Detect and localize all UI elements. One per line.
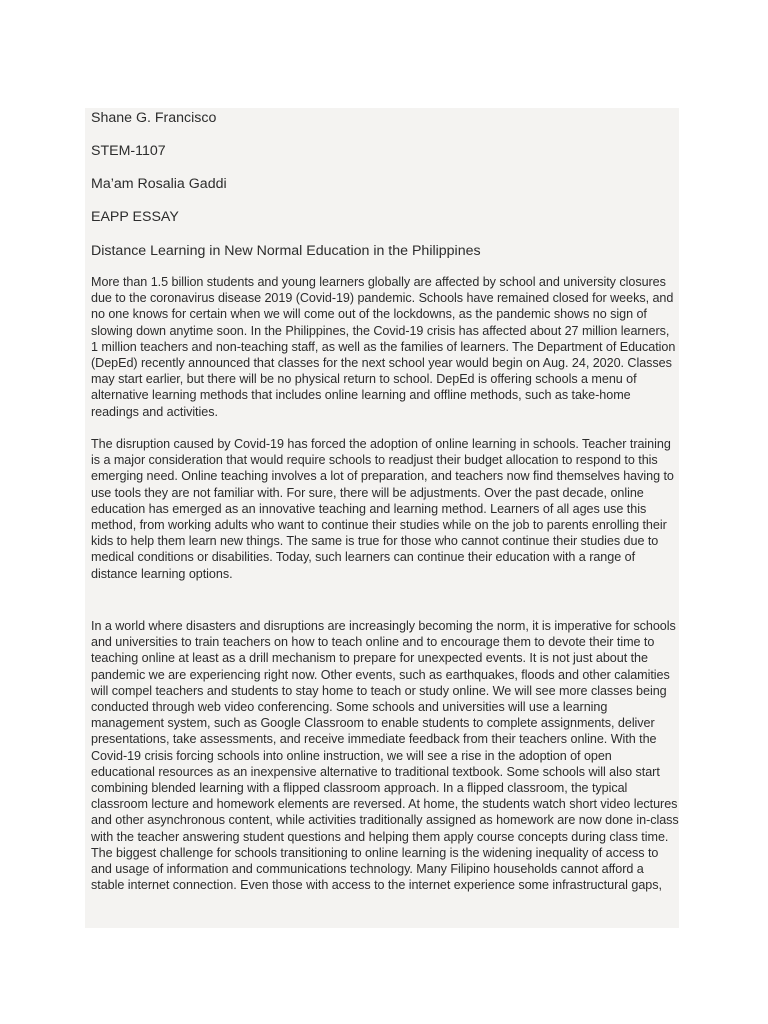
essay-title: Distance Learning in New Normal Education in the Philippines <box>91 243 481 259</box>
paragraph-2: The disruption caused by Covid-19 has forced the adoption of online learning in schools. Teacher training is a major consideration that would require schools to readjust their budget allocation to respond to this emerging need. Online teaching involves a lot of preparation, and teachers now find themselves having to use tools they are not familiar with. For sure, there will be adjustments. Over the past decade, online education has emerged as an innovative teaching and learning method. Learners of all ages use this method, from working adults who want to continue their studies while on the job to parents enrolling their kids to help them learn new things. The same is true for those who cannot continue their studies due to medical conditions or disabilities. Today, such learners can continue their education with a range of distance learning options. <box>91 437 674 581</box>
essay-label: EAPP ESSAY <box>91 209 179 225</box>
paragraph-3: In a world where disasters and disruptions are increasingly becoming the norm, it is imperative for schools and universities to train teachers on how to teach online and to encourage them to devote their time to teaching online at least as a drill mechanism to prepare for unexpected events. It is not just about the pandemic we are experiencing right now. Other events, such as earthquakes, floods and other calamities will compel teachers and students to stay home to teach or study online. We will see more classes being conducted through web video conferencing. Some schools and universities will use a learning management system, such as Google Classroom to enable students to complete assignments, deliver presentations, take assessments, and receive immediate feedback from their teachers online. With the Covid-19 crisis forcing schools into online instruction, we will see a rise in the adoption of open educational resources as an inexpensive alternative to traditional textbook. Some schools will also start combining blended learning with a flipped classroom approach. In a flipped classroom, the typical classroom lecture and homework elements are reversed. At home, the students watch short video lectures and other asynchronous content, while activities traditionally assigned as homework are now done in-class with the teacher answering student questions and helping them apply course concepts during class time. The biggest challenge for schools transitioning to online learning is the widening inequality of access to and usage of information and communications technology. Many Filipino households cannot afford a stable internet connection. Even those with access to the internet experience some infrastructural gaps, <box>91 619 679 893</box>
section-name: STEM-1107 <box>91 143 166 159</box>
author-name: Shane G. Francisco <box>91 110 217 126</box>
paragraph-1: More than 1.5 billion students and young learners globally are affected by school and university closures due to the coronavirus disease 2019 (Covid-19) pandemic. Schools have remained closed for weeks, and no one knows for certain when we will come out of the lockdowns, as the pandemic shows no sign of slowing down anytime soon. In the Philippines, the Covid-19 crisis has affected about 27 million learners, 1 million teachers and non-teaching staff, as well as the families of learners. The Department of Education (DepEd) recently announced that classes for the next school year would begin on Aug. 24, 2020. Classes may start earlier, but there will be no physical return to school. DepEd is offering schools a menu of alternative learning methods that includes online learning and offline methods, such as take-home readings and activities. <box>91 275 676 419</box>
teacher-name: Ma’am Rosalia Gaddi <box>91 176 227 192</box>
text-area <box>85 108 679 928</box>
